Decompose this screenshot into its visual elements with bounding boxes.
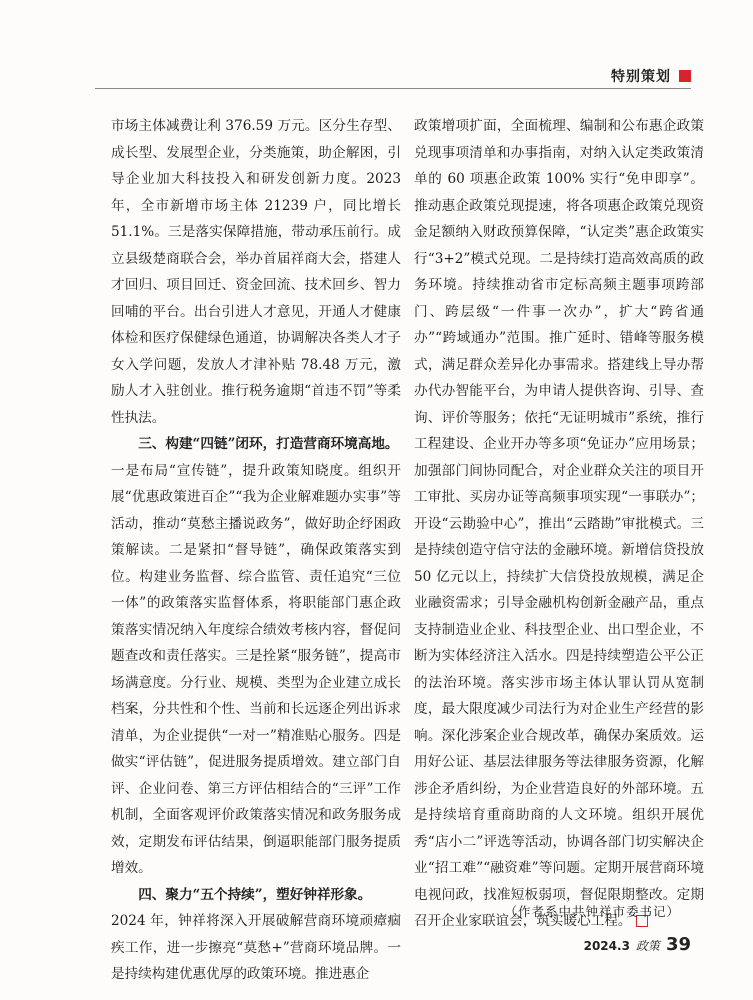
page-number: 39 [665,934,691,955]
header-rule [95,88,691,89]
right-paragraph-wrap [414,113,704,935]
left-paragraph-4: 2024 年，钟祥将深入开展破解营商环境顽瘴痼疾工作，进一步擦亮“莫愁+”营商环境品牌。一是持续构建优惠优厚的政策环境。推进惠企 [111,913,401,982]
right-paragraph-1: 政策增项扩面，全面梳理、编制和公布惠企政策兑现事项清单和办事指南，对纳入认定类政策清单的 60 项惠企政策 100% 实行“免申即享”。推动惠企政策兑现提速，将各项惠企政策兑现资金足额纳入财政预算保障，“认定类”惠企政策实行“3+2”模式兑现。二是持续打造高效高质的政务环境。持续推动省市定标高频主题事项跨部门、跨层级“一件事一次办”，扩大“跨省通办”“跨域通办”范围。推广延时、错峰等服务模式，满足群众差异化办事需求。搭建线上导办帮办代办智能平台，为申请人提供咨询、引导、查询、评价等服务；依托“无证明城市”系统，推行工程建设、企业开办等多项“免证办”应用场景；加强部门间协同配合，对企业群众关注的项目开工审批、买房办证等高频事项实现“一事联办”；开设“云勘验中心”，推出“云踏勘”审批模式。三是持续创造守信守法的金融环境。新增信贷投放 50 亿元以上，持续扩大信贷投放规模，满足企业融资需求；引导金融机构创新金融产品，重点支持制造业企业、科技型企业、出口型企业，不断为实体经济注入活水。四是持续塑造公平公正的法治环境。落实涉市场主体认罪认罚从宽制度，最大限度减少司法行为对企业生产经营的影响。深化涉案企业合规改革，确保办案质效。运用好公证、基层法律服务等法律服务资源，化解涉企矛盾纠纷，为企业营造良好的外部环境。五是持续培育重商助商的人文环境。组织开展优秀“店小二”评选等活动，协调各部门切实解决企业“招工难”“融资难”等问题。定期开展营商环境电视问政，找准短板弱项，督促限期整改。定期召开企业家联谊会，筑实暖心工程。 [414,118,704,929]
magazine-name: 政策 [635,939,660,953]
issue-number: 2024.3 [583,939,630,953]
article-column-right [414,113,704,935]
section-tag-label: 特别策划 [611,69,671,85]
author-byline: （作者系中共钟祥市委书记） [504,904,680,919]
left-paragraph-1: 市场主体减费让利 376.59 万元。区分生存型、成长型、发展型企业，分类施策，助企解困，引导企业加大科技投入和研发创新力度。2023年，全市新增市场主体 21239 户，同比增长 51.1%。三是落实保障措施，带动承压前行。成立县级楚商联合会，举办首届祥商大会，搭建人才回归、项目回迁、资金回流、技术回乡、智力回哺的平台。出台引进人才意见，开通人才健康体检和医疗保健绿色通道，协调解决各类人才子女入学问题，发放人才津补贴 78.48 万元，激励人才入驻创业。推行税务逾期“首违不罚”等柔性执法。 [111,118,401,426]
left-paragraph-3: 一是布局“宣传链”，提升政策知晓度。组织开展“优惠政策进百企”“我为企业解难题办实事”等活动，推动“莫愁主播说政务”，做好助企纾困政策解读。二是紧扣“督导链”，确保政策落实到位。构建业务监督、综合监管、责任追究“三位一体”的政策落实监督体系，将职能部门惠企政策落实情况纳入年度综合绩效考核内容，督促问题查改和责任落实。三是拴紧“服务链”，提高市场满意度。分行业、规模、类型为企业建立成长档案，分共性和个性、当前和长远逐企列出诉求清单，为企业提供“一对一”精准贴心服务。四是做实“评估链”，促进服务提质增效。建立部门自评、企业问卷、第三方评估相结合的“三评”工作机制，全面客观评价政策落实情况和政务服务成效，定期发布评估结果，倒逼职能部门服务提质增效。 [111,462,401,876]
page-footer [584,934,691,955]
article-column-left [111,113,401,988]
section-heading-3: 三、构建“四链”闭环，打造营商环境高地。 [138,436,399,452]
section-heading-4: 四、聚力“五个持续”，塑好钟祥形象。 [138,886,372,903]
section-tag-marker [679,70,691,82]
section-tag [611,66,691,86]
